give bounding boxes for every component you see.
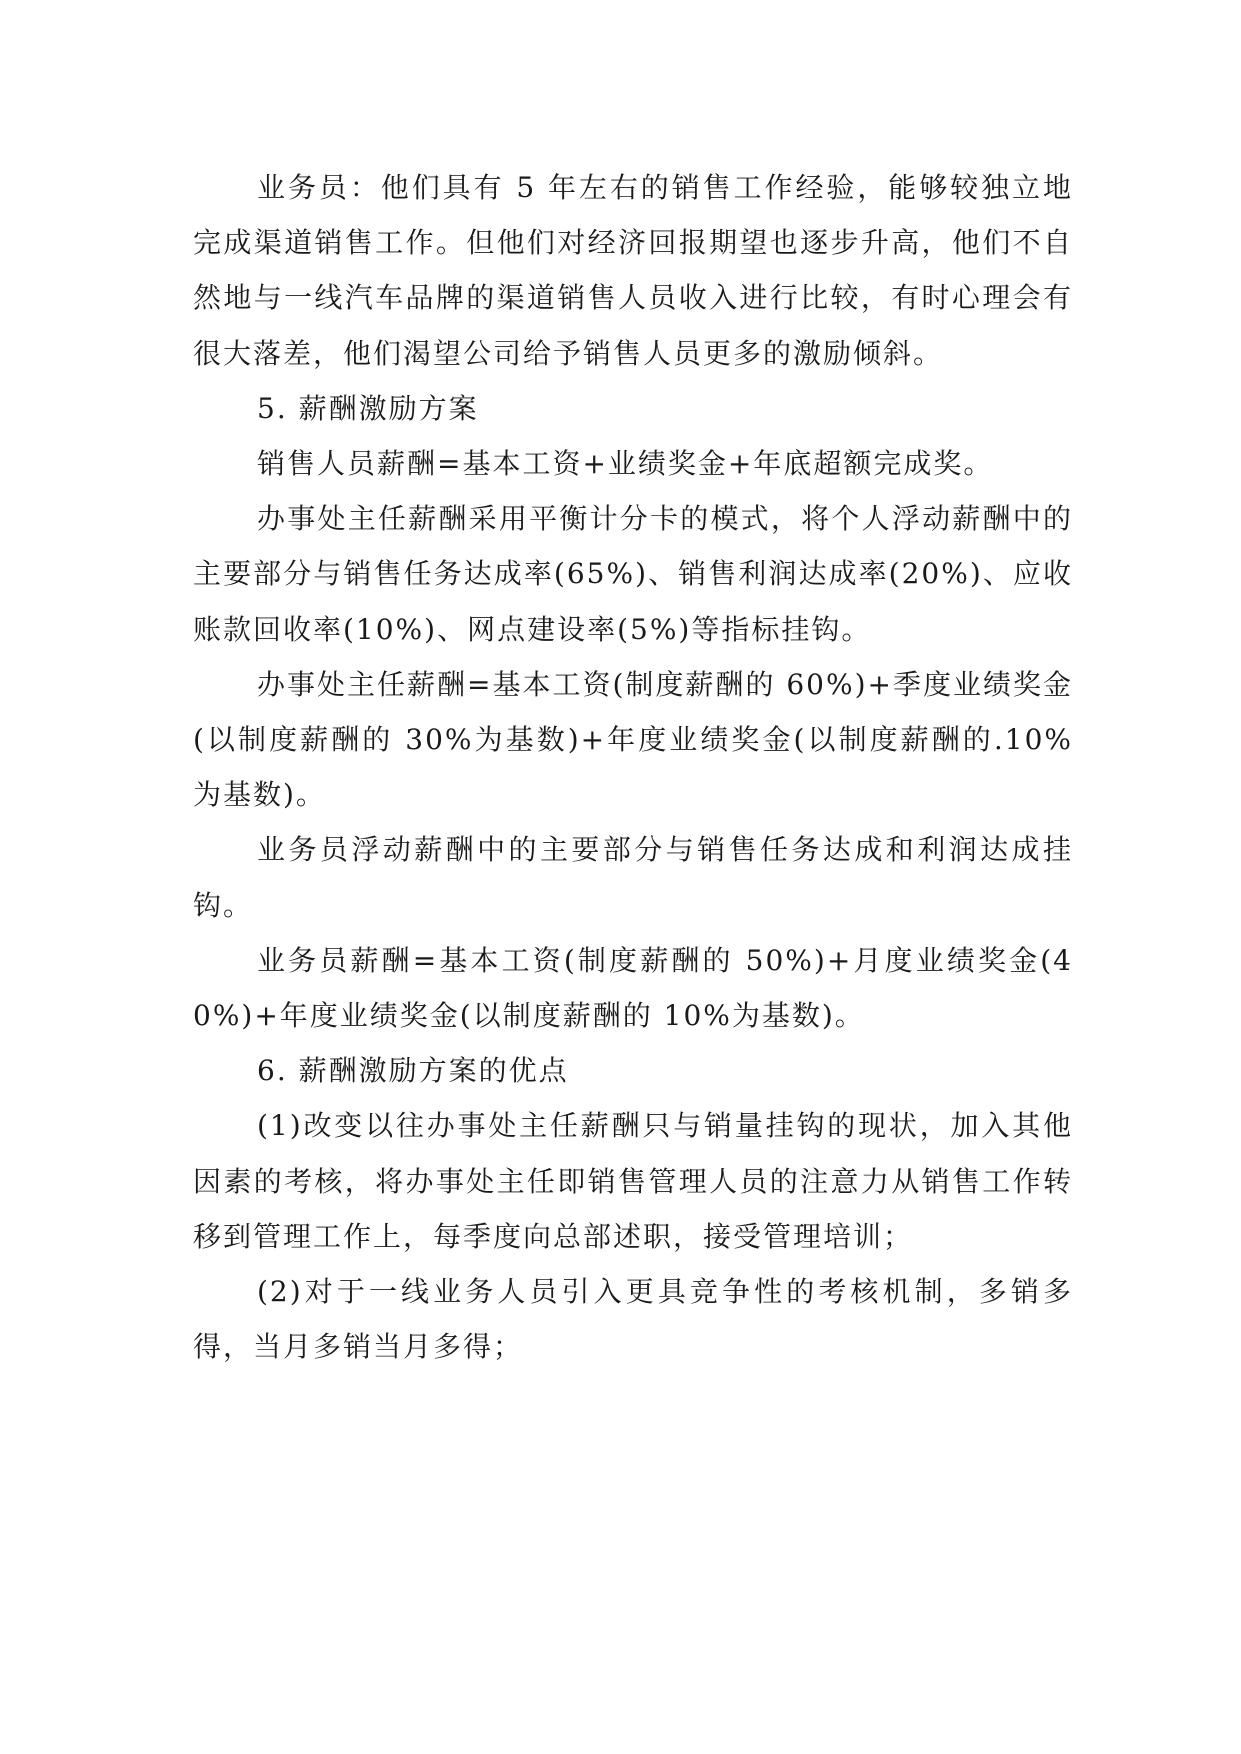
heading-plan-advantages: 6. 薪酬激励方案的优点 [257,1054,569,1088]
paragraph-director-balanced-scorecard: 办事处主任薪酬采用平衡计分卡的模式，将个人浮动薪酬中的主要部分与销售任务达成率(65%)、销售利润达成率(20%)、应收账款回收率(10%)、网点建设率(5%)等指标挂钩。 [193,502,1073,646]
paragraph-salesperson-variable-pay: 业务员浮动薪酬中的主要部分与销售任务达成和利润达成挂钩。 [193,833,1073,922]
paragraph-advantage-1: (1)改变以往办事处主任薪酬只与销量挂钩的现状，加入其他因素的考核，将办事处主任即销售管理人员的注意力从销售工作转移到管理工作上，每季度向总部述职，接受管理培训； [193,1109,1073,1253]
paragraph-sales-pay-formula: 销售人员薪酬=基本工资+业绩奖金+年底超额完成奖。 [257,447,994,481]
paragraph-advantage-2: (2)对于一线业务人员引入更具竞争性的考核机制，多销多得，当月多销当月多得； [193,1275,1073,1364]
paragraph-salesperson-pay-formula: 业务员薪酬=基本工资(制度薪酬的 50%)+月度业绩奖金(40%)+年度业绩奖金(以制度薪酬的 10%为基数)。 [193,943,1073,1033]
paragraph-salesperson-profile: 业务员：他们具有 5 年左右的销售工作经验，能够较独立地完成渠道销售工作。但他们对经济回报期望也逐步升高，他们不自然地与一线汽车品牌的渠道销售人员收入进行比较，有时心理会有很大落差，他们渴望公司给予销售人员更多的激励倾斜。 [193,171,1073,370]
paragraph-director-pay-formula: 办事处主任薪酬=基本工资(制度薪酬的 60%)+季度业绩奖金(以制度薪酬的 30%为基数)+年度业绩奖金(以制度薪酬的.10%为基数)。 [193,667,1073,812]
document-body [193,160,1073,1374]
heading-compensation-plan: 5. 薪酬激励方案 [257,391,479,425]
